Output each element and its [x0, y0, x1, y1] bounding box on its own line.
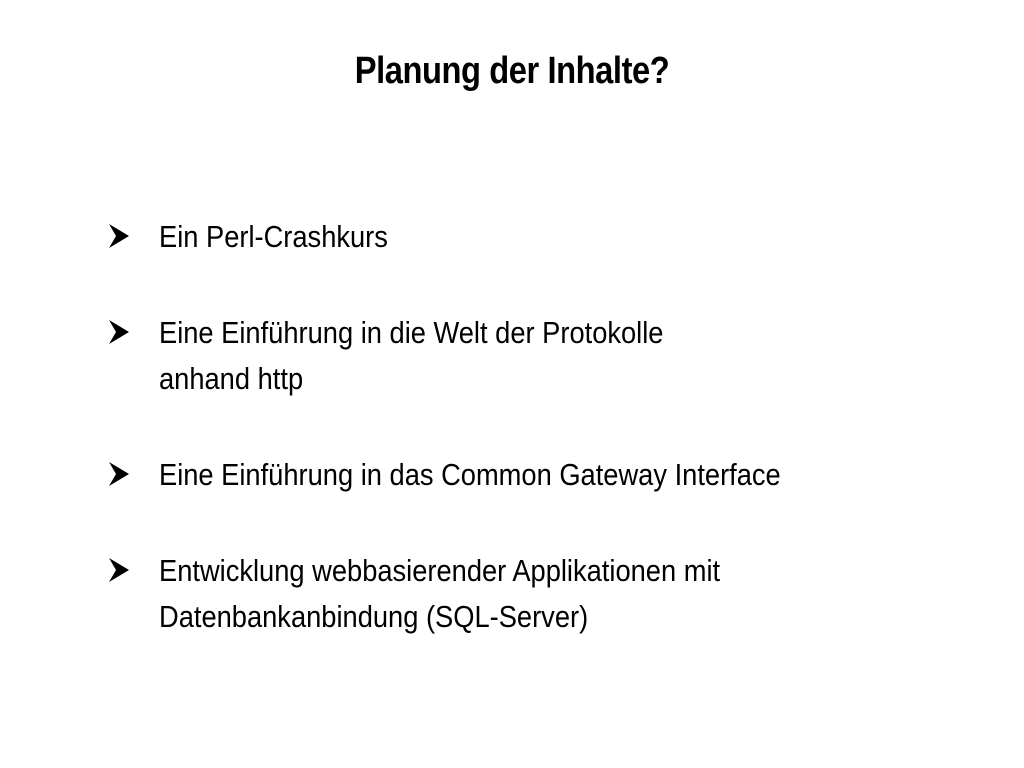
arrowhead-icon — [106, 310, 132, 354]
bullet-line: Eine Einführung in das Common Gateway Interface — [159, 457, 781, 492]
bullet-line: Eine Einführung in die Welt der Protokolle — [159, 315, 664, 350]
arrowhead-icon — [106, 214, 132, 258]
bullet-text — [159, 310, 898, 402]
bullet-line: Datenbankanbindung (SQL-Server) — [159, 599, 589, 634]
arrowhead-icon — [106, 548, 132, 592]
bullet-line: anhand http — [159, 361, 304, 396]
bullet-text — [159, 548, 898, 640]
bullet-text — [159, 214, 898, 260]
bullet-line: Ein Perl-Crashkurs — [159, 219, 388, 254]
bullet-list — [106, 0, 1006, 768]
bullet-line: Entwicklung webbasierender Applikationen mit — [159, 553, 721, 588]
bullet-text — [159, 452, 898, 498]
arrowhead-icon — [106, 452, 132, 496]
slide-title: Planung der Inhalte? — [354, 50, 670, 92]
